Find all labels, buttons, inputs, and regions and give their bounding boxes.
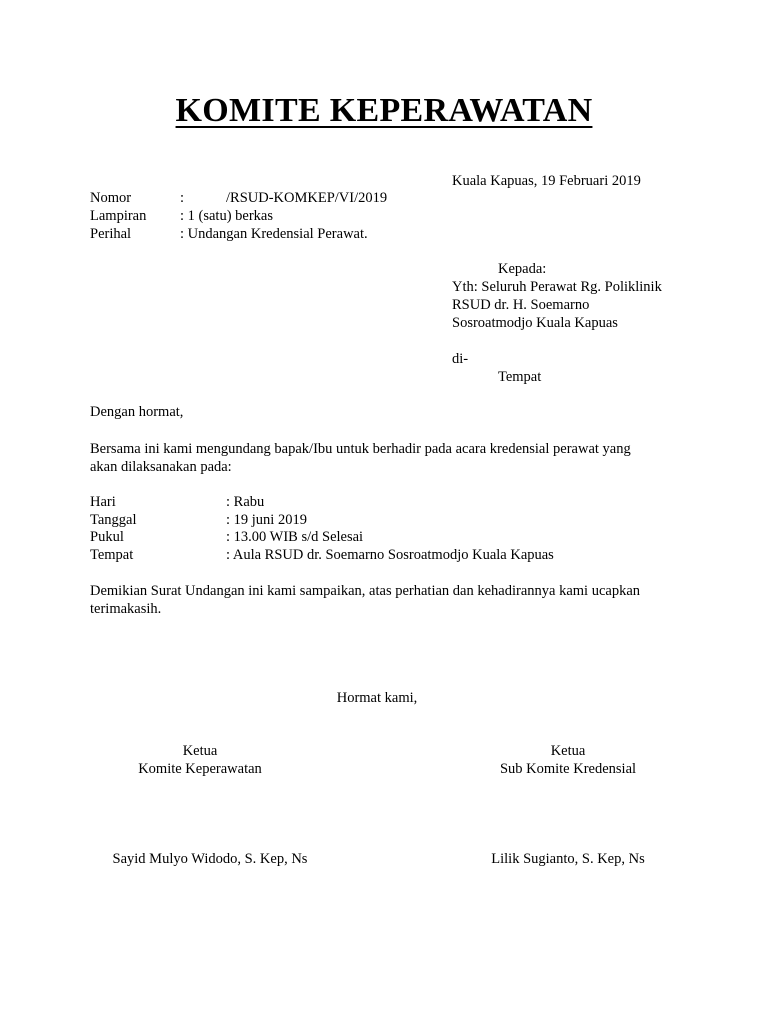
intro-line2: akan dilaksanakan pada:	[90, 459, 232, 475]
recipient-line3: Sosroatmodjo Kuala Kapuas	[452, 315, 618, 331]
schedule-label: Tempat	[90, 547, 134, 563]
perihal-label: Perihal	[90, 226, 132, 242]
recipient-line1: Yth: Seluruh Perawat Rg. Poliklinik	[452, 279, 662, 295]
nomor-value: /RSUD-KOMKEP/VI/2019	[226, 190, 388, 206]
schedule-label: Hari	[90, 494, 116, 510]
schedule-value: : 13.00 WIB s/d Selesai	[226, 529, 364, 545]
recipient-tempat: Tempat	[498, 369, 542, 385]
recipient-di: di-	[452, 351, 469, 367]
schedule-label: Pukul	[90, 529, 124, 545]
intro-line1: Bersama ini kami mengundang bapak/Ibu untuk berhadir pada acara kredensial perawat yang	[90, 441, 631, 457]
left-signatory-title: Ketua	[182, 743, 218, 759]
recipient-line2: RSUD dr. H. Soemarno	[452, 297, 590, 313]
left-signatory-name: Sayid Mulyo Widodo, S. Kep, Ns	[112, 851, 308, 867]
left-signatory-office: Komite Keperawatan	[138, 761, 262, 777]
right-signatory-office: Sub Komite Kredensial	[499, 761, 637, 777]
schedule-value: : Rabu	[226, 494, 265, 510]
recipient-kepada: Kepada:	[498, 261, 547, 277]
greeting: Dengan hormat,	[90, 404, 184, 420]
nomor-colon: :	[180, 190, 185, 206]
letter-heading: KOMITE KEPERAWATAN	[175, 92, 593, 129]
perihal-value: : Undangan Kredensial Perawat.	[180, 226, 368, 242]
schedule-value: : 19 juni 2019	[226, 512, 307, 528]
nomor-label: Nomor	[90, 190, 132, 206]
right-signatory-title: Ketua	[550, 743, 586, 759]
place-date: Kuala Kapuas, 19 Februari 2019	[452, 173, 641, 189]
schedule-label: Tanggal	[90, 512, 137, 528]
right-signatory-name: Lilik Sugianto, S. Kep, Ns	[491, 851, 645, 867]
lampiran-value: : 1 (satu) berkas	[180, 208, 274, 224]
lampiran-label: Lampiran	[90, 208, 147, 224]
signoff: Hormat kami,	[336, 690, 418, 706]
closing-line1: Demikian Surat Undangan ini kami sampaikan, atas perhatian dan kehadirannya kami ucapkan	[90, 583, 641, 599]
closing-line2: terimakasih.	[90, 601, 162, 617]
schedule-value: : Aula RSUD dr. Soemarno Sosroatmodjo Kuala Kapuas	[226, 547, 554, 563]
